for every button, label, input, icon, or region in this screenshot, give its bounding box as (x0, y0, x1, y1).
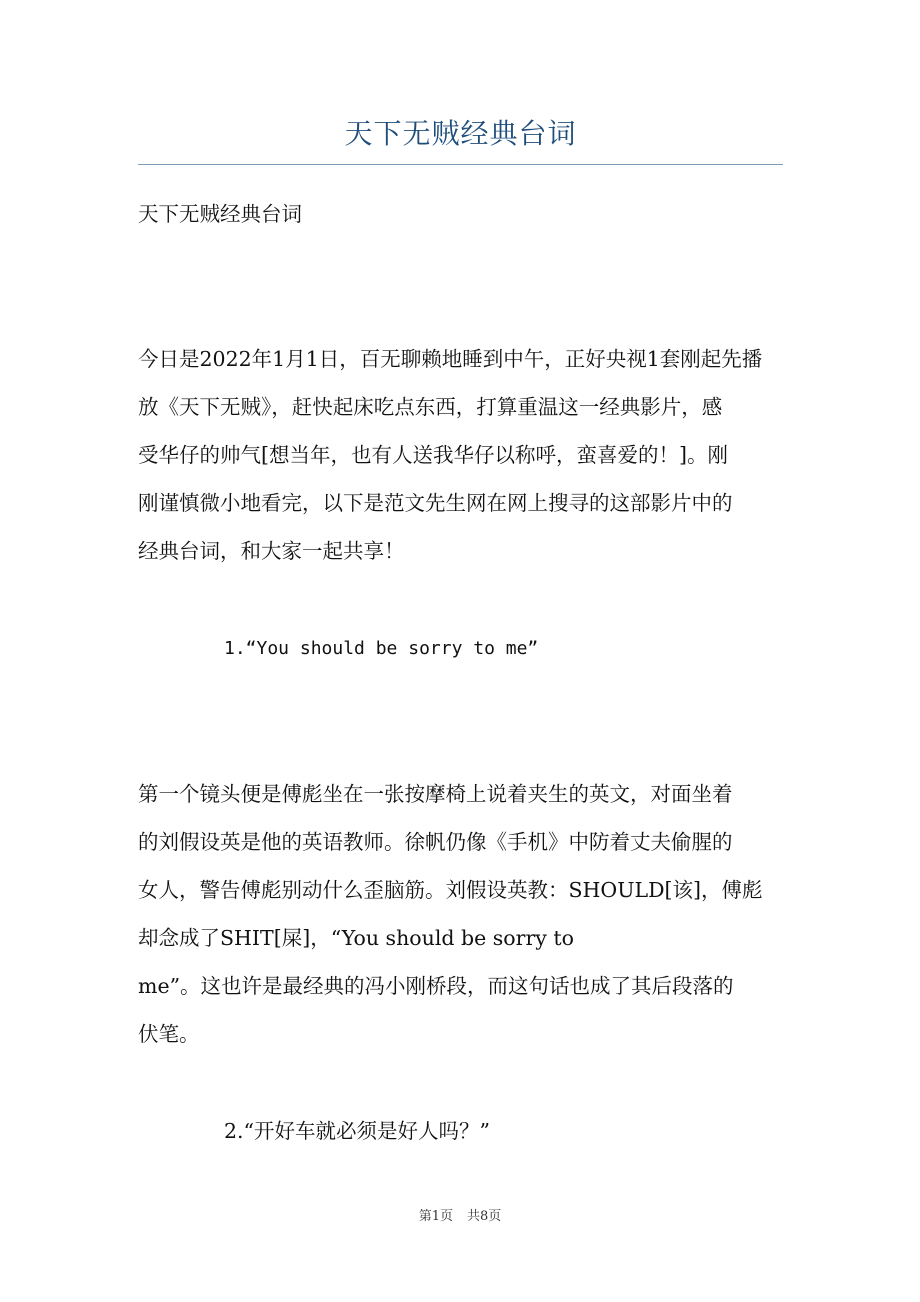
section-heading-2: 2.“开好车就必须是好人吗？” (224, 1119, 491, 1143)
para1-line-6: 伏笔。 (138, 1022, 200, 1046)
document-subtitle: 天下无贼经典台词 (138, 202, 302, 226)
intro-line-3: 受华仔的帅气[想当年，也有人送我华仔以称呼，蛮喜爱的！]。刚 (138, 443, 728, 467)
para1-line-2: 的刘假设英是他的英语教师。徐帆仍像《手机》中防着丈夫偷腥的 (138, 830, 733, 854)
intro-line-5: 经典台词，和大家一起共享！ (138, 539, 405, 563)
intro-line-1: 今日是2022年1月1日，百无聊赖地睡到中午，正好央视1套刚起先播 (138, 347, 763, 371)
title-divider (138, 164, 783, 165)
page-number: 第1页 (418, 1209, 453, 1224)
para1-line-3: 女人，警告傅彪别动什么歪脑筋。刘假设英教：SHOULD[该]，傅彪 (138, 878, 763, 902)
para1-line-5: me”。这也许是最经典的冯小刚桥段，而这句话也成了其后段落的 (138, 974, 734, 998)
section-heading-1: 1.“You should be sorry to me” (224, 638, 539, 659)
para1-line-4: 却念成了SHIT[屎]，“You should be sorry to (138, 926, 574, 950)
intro-line-4: 刚谨慎微小地看完，以下是范文先生网在网上搜寻的这部影片中的 (138, 491, 733, 515)
page-footer (0, 1208, 920, 1226)
para1-line-1: 第一个镜头便是傅彪坐在一张按摩椅上说着夹生的英文，对面坐着 (138, 782, 733, 806)
intro-line-2: 放《天下无贼》，赶快起床吃点东西，打算重温这一经典影片，感 (138, 395, 723, 419)
page-total: 共8页 (467, 1209, 502, 1224)
page-title: 天下无贼经典台词 (344, 117, 577, 150)
